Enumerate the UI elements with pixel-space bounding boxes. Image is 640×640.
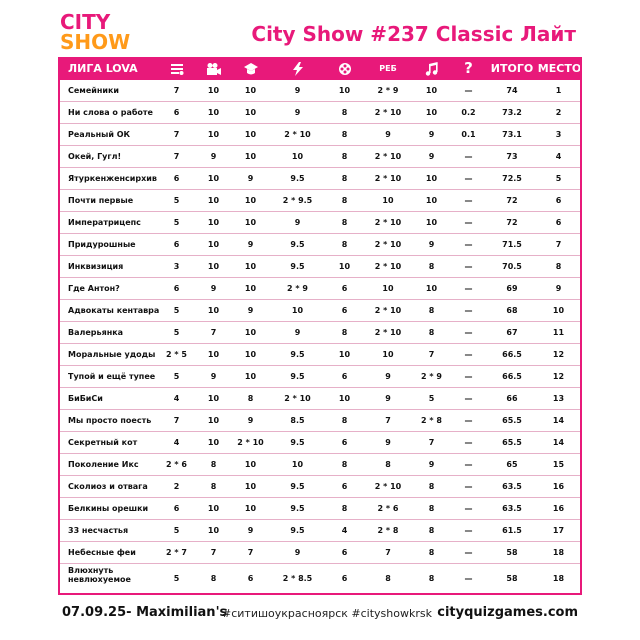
round-score: 10 bbox=[207, 108, 220, 117]
table-row bbox=[60, 454, 580, 476]
round-score: 10 bbox=[244, 372, 257, 381]
round-score: 10 bbox=[207, 86, 220, 95]
round-score: 7 bbox=[385, 548, 391, 557]
place: 6 bbox=[555, 196, 562, 205]
round-score: — bbox=[464, 460, 473, 469]
team-name: Реальный ОК bbox=[68, 130, 131, 139]
round-score: 2 * 9 bbox=[377, 86, 399, 95]
round-score: 10 bbox=[244, 350, 257, 359]
round-score: 10 bbox=[207, 394, 220, 403]
team-name: Императрицепс bbox=[68, 218, 141, 227]
header-total: ИТОГО bbox=[490, 62, 534, 75]
round-score: 8 bbox=[210, 482, 217, 491]
round-score: 5 bbox=[428, 394, 435, 403]
round-score: 7 bbox=[173, 130, 180, 139]
total-score: 69 bbox=[506, 284, 518, 293]
total-score: 66.5 bbox=[502, 350, 522, 359]
place: 17 bbox=[552, 526, 565, 535]
team-name: Моральные удоды bbox=[68, 350, 156, 359]
round-score: 10 bbox=[207, 196, 220, 205]
place: 13 bbox=[552, 394, 565, 403]
table-row bbox=[60, 146, 580, 168]
round-score: 10 bbox=[291, 306, 304, 315]
round-score: 6 bbox=[341, 284, 348, 293]
round-score: 9 bbox=[428, 460, 435, 469]
round-score: 2 * 6 bbox=[377, 504, 399, 513]
round-score: 2 * 6 bbox=[166, 460, 187, 469]
round-score: — bbox=[464, 152, 473, 161]
round-score: 10 bbox=[244, 86, 257, 95]
round-score: 9 bbox=[210, 284, 217, 293]
round-score: 6 bbox=[173, 174, 180, 183]
round-score: 10 bbox=[207, 262, 220, 271]
round-score: 8 bbox=[210, 460, 217, 469]
round-score: — bbox=[464, 196, 473, 205]
footer-website: cityquizgames.com bbox=[437, 605, 578, 620]
place: 16 bbox=[552, 482, 565, 491]
round-score: 9 bbox=[294, 218, 301, 227]
round-score: 10 bbox=[338, 86, 351, 95]
rebus-icon: РЕБ bbox=[379, 64, 397, 73]
round-score: 10 bbox=[207, 130, 220, 139]
round-score: 4 bbox=[173, 394, 180, 403]
round-score: 8 bbox=[341, 416, 348, 425]
place: 10 bbox=[552, 306, 565, 315]
round-score: 9 bbox=[247, 306, 254, 315]
round-score: 10 bbox=[207, 218, 220, 227]
place: 1 bbox=[555, 86, 562, 95]
team-name: Семейники bbox=[68, 86, 120, 95]
round-score: 7 bbox=[210, 328, 217, 337]
round-score: 8 bbox=[428, 504, 435, 513]
team-name: Окей, Гугл! bbox=[68, 152, 122, 161]
round-score: 10 bbox=[425, 86, 438, 95]
round-score: 2 * 10 bbox=[374, 218, 402, 227]
header-league: ЛИГА LOVA bbox=[68, 62, 138, 75]
round-score: 7 bbox=[428, 350, 435, 359]
total-score: 72.5 bbox=[502, 174, 522, 183]
total-score: 68 bbox=[506, 306, 518, 315]
round-score: — bbox=[464, 262, 473, 271]
total-score: 61.5 bbox=[502, 526, 522, 535]
round-score: 5 bbox=[173, 372, 180, 381]
round-score: 6 bbox=[247, 574, 254, 583]
round-score: 9 bbox=[294, 108, 301, 117]
round-score: 8 bbox=[428, 328, 435, 337]
round-score: 5 bbox=[173, 306, 180, 315]
footer-date-venue: 07.09.25- Maximilian's bbox=[62, 605, 228, 620]
round-score: 10 bbox=[338, 350, 351, 359]
round-score: 10 bbox=[291, 460, 304, 469]
round-score: 9.5 bbox=[290, 350, 305, 359]
round-score: — bbox=[464, 438, 473, 447]
round-score: 10 bbox=[382, 284, 394, 293]
total-score: 66.5 bbox=[502, 372, 522, 381]
table-row bbox=[60, 410, 580, 432]
round-score: 9.5 bbox=[290, 174, 305, 183]
team-name: Небесные феи bbox=[68, 548, 136, 557]
round-score: 8 bbox=[385, 574, 391, 583]
round-score: 10 bbox=[425, 174, 438, 183]
round-score: 2 * 8 bbox=[421, 416, 442, 425]
place: 18 bbox=[552, 548, 565, 557]
round-score: 8 bbox=[341, 152, 348, 161]
round-score: 6 bbox=[173, 240, 180, 249]
round-score: — bbox=[464, 372, 473, 381]
round-score: 6 bbox=[341, 482, 348, 491]
round-score: 8 bbox=[341, 504, 348, 513]
round-score: 9 bbox=[428, 130, 435, 139]
round-score: 2 * 10 bbox=[374, 262, 402, 271]
total-score: 72 bbox=[506, 218, 518, 227]
total-score: 72 bbox=[506, 196, 518, 205]
round-score: 8 bbox=[341, 174, 348, 183]
table-row bbox=[60, 190, 580, 212]
round-score: 9 bbox=[428, 240, 435, 249]
total-score: 74 bbox=[506, 86, 518, 95]
total-score: 65.5 bbox=[502, 416, 522, 425]
table-row bbox=[60, 432, 580, 454]
team-name: БиБиСи bbox=[68, 394, 103, 403]
round-score: 9 bbox=[428, 152, 435, 161]
round-score: 7 bbox=[428, 438, 435, 447]
place: 15 bbox=[552, 460, 565, 469]
round-score: 8 bbox=[247, 394, 254, 403]
round-score: — bbox=[464, 394, 473, 403]
round-score: — bbox=[464, 526, 473, 535]
total-score: 67 bbox=[506, 328, 518, 337]
round-score: 4 bbox=[341, 526, 348, 535]
round-score: 10 bbox=[244, 482, 257, 491]
round-score: 9.5 bbox=[290, 372, 305, 381]
table-row bbox=[60, 102, 580, 124]
round-score: 2 * 10 bbox=[374, 240, 402, 249]
place: 12 bbox=[552, 372, 565, 381]
round-score: 8 bbox=[428, 526, 435, 535]
round-score: — bbox=[464, 306, 473, 315]
table-row bbox=[60, 366, 580, 388]
round-score: 8.5 bbox=[290, 416, 305, 425]
round-score: 2 * 9.5 bbox=[282, 196, 313, 205]
round-score: 6 bbox=[341, 306, 348, 315]
round-score: 9 bbox=[247, 416, 254, 425]
round-score: 10 bbox=[425, 284, 438, 293]
round-score: 10 bbox=[244, 218, 257, 227]
header-place: МЕСТО bbox=[537, 62, 582, 75]
round-score: 10 bbox=[244, 284, 257, 293]
table-row bbox=[60, 124, 580, 146]
round-score: 8 bbox=[341, 460, 348, 469]
round-score: 10 bbox=[425, 108, 438, 117]
round-score: 8 bbox=[210, 574, 217, 583]
round-score: 2 * 7 bbox=[166, 548, 187, 557]
total-score: 63.5 bbox=[502, 504, 522, 513]
round-score: 2 * 9 bbox=[421, 372, 442, 381]
round-score: 9.5 bbox=[290, 262, 305, 271]
round-score: — bbox=[464, 328, 473, 337]
round-score: 6 bbox=[341, 548, 348, 557]
round-score: 10 bbox=[207, 174, 220, 183]
team-name: Влюхнуть невлюхуемое bbox=[68, 566, 131, 584]
round-score: 9 bbox=[247, 240, 254, 249]
round-score: 9.5 bbox=[290, 504, 305, 513]
round-score: 5 bbox=[173, 526, 180, 535]
round-score: 9 bbox=[247, 174, 254, 183]
round-score: 5 bbox=[173, 328, 180, 337]
total-score: 71.5 bbox=[502, 240, 522, 249]
round-score: 8 bbox=[341, 218, 348, 227]
footer-hashtags: #ситишоукрасноярск #cityshowkrsk bbox=[222, 607, 432, 620]
total-score: 70.5 bbox=[502, 262, 522, 271]
round-score: 9 bbox=[294, 86, 301, 95]
place: 3 bbox=[555, 130, 562, 139]
round-score: 10 bbox=[244, 196, 257, 205]
round-score: 10 bbox=[425, 196, 438, 205]
round-score: 2 * 10 bbox=[374, 152, 402, 161]
round-score: 8 bbox=[428, 262, 435, 271]
round-score: — bbox=[464, 218, 473, 227]
team-name: Адвокаты кентавра bbox=[68, 306, 160, 315]
round-score: 2 * 5 bbox=[166, 350, 187, 359]
round-score: 9.5 bbox=[290, 526, 305, 535]
logo-line-2: SHOW bbox=[60, 30, 131, 54]
team-name: Поколение Икс bbox=[68, 460, 139, 469]
round-score: — bbox=[464, 350, 473, 359]
round-score: 9 bbox=[294, 548, 301, 557]
round-score: 10 bbox=[207, 526, 220, 535]
table-row bbox=[60, 168, 580, 190]
round-score: 8 bbox=[428, 306, 435, 315]
round-score: 10 bbox=[244, 130, 257, 139]
round-score: 2 * 10 bbox=[374, 108, 402, 117]
round-score: 6 bbox=[341, 438, 348, 447]
round-score: — bbox=[464, 240, 473, 249]
round-score: 6 bbox=[173, 284, 180, 293]
round-score: 10 bbox=[207, 350, 220, 359]
round-score: 0.2 bbox=[461, 108, 476, 117]
team-name: Тупой и ещё тупее bbox=[68, 372, 156, 381]
round-score: 8 bbox=[341, 240, 348, 249]
place: 14 bbox=[552, 438, 565, 447]
round-score: 2 * 10 bbox=[374, 328, 402, 337]
round-score: 8 bbox=[341, 130, 348, 139]
total-score: 73.2 bbox=[502, 108, 522, 117]
round-score: 2 * 10 bbox=[284, 130, 311, 139]
round-score: 8 bbox=[385, 460, 391, 469]
team-name: Секретный кот bbox=[68, 438, 138, 447]
round-score: 8 bbox=[428, 574, 435, 583]
place: 18 bbox=[552, 574, 565, 583]
team-name: Почти первые bbox=[68, 196, 134, 205]
logo-line-1: CITY bbox=[60, 10, 111, 34]
table-row bbox=[60, 278, 580, 300]
total-score: 73.1 bbox=[502, 130, 522, 139]
round-score: 9 bbox=[385, 130, 391, 139]
round-score: 10 bbox=[244, 108, 257, 117]
round-score: 6 bbox=[173, 108, 180, 117]
round-score: 4 bbox=[173, 438, 180, 447]
place: 7 bbox=[555, 240, 562, 249]
round-score: 9 bbox=[210, 152, 217, 161]
table-row bbox=[60, 520, 580, 542]
round-score: 9 bbox=[385, 438, 391, 447]
round-score: 8 bbox=[341, 196, 348, 205]
table-row bbox=[60, 212, 580, 234]
team-name: Белкины орешки bbox=[68, 504, 149, 513]
team-name: Сколиоз и отвага bbox=[68, 482, 148, 491]
total-score: 65 bbox=[506, 460, 518, 469]
team-name: Инквизиция bbox=[68, 262, 124, 271]
round-score: 10 bbox=[338, 262, 351, 271]
table-row bbox=[60, 542, 580, 564]
table-row bbox=[60, 300, 580, 322]
total-score: 66 bbox=[506, 394, 518, 403]
round-score: 9.5 bbox=[290, 482, 305, 491]
round-score: 10 bbox=[244, 328, 257, 337]
round-score: 9 bbox=[210, 372, 217, 381]
table-row bbox=[60, 564, 580, 597]
team-name: Где Антон? bbox=[68, 284, 120, 293]
round-score: 10 bbox=[338, 394, 351, 403]
round-score: — bbox=[464, 504, 473, 513]
round-score: 10 bbox=[244, 262, 257, 271]
round-score: 10 bbox=[207, 240, 220, 249]
round-score: — bbox=[464, 86, 473, 95]
round-score: 7 bbox=[210, 548, 217, 557]
round-score: 10 bbox=[207, 306, 220, 315]
round-score: 10 bbox=[382, 196, 394, 205]
round-score: 6 bbox=[341, 372, 348, 381]
round-score: 7 bbox=[385, 416, 391, 425]
place: 8 bbox=[555, 262, 562, 271]
table-row bbox=[60, 388, 580, 410]
round-score: 8 bbox=[341, 328, 348, 337]
round-score: — bbox=[464, 284, 473, 293]
round-score: 2 * 10 bbox=[374, 482, 402, 491]
round-score: 9 bbox=[247, 526, 254, 535]
round-score: 8 bbox=[428, 548, 435, 557]
round-score: 2 * 10 bbox=[374, 174, 402, 183]
round-score: 2 * 10 bbox=[374, 306, 402, 315]
round-score: 2 * 8.5 bbox=[282, 574, 313, 583]
round-score: 9.5 bbox=[290, 438, 305, 447]
round-score: 7 bbox=[173, 86, 180, 95]
city-show-logo bbox=[60, 8, 140, 56]
place: 12 bbox=[552, 350, 565, 359]
total-score: 58 bbox=[506, 548, 518, 557]
round-score: — bbox=[464, 416, 473, 425]
team-name: Придурошные bbox=[68, 240, 136, 249]
round-score: 2 bbox=[173, 482, 180, 491]
round-score: 6 bbox=[341, 574, 348, 583]
team-name: Мы просто поесть bbox=[68, 416, 152, 425]
round-score: 10 bbox=[244, 152, 257, 161]
place: 5 bbox=[555, 174, 562, 183]
table-row bbox=[60, 322, 580, 344]
round-score: 8 bbox=[341, 108, 348, 117]
round-score: 10 bbox=[382, 350, 394, 359]
round-score: 9 bbox=[385, 394, 391, 403]
round-score: — bbox=[464, 482, 473, 491]
page-title: City Show #237 Classic Лайт bbox=[251, 22, 576, 46]
table-row bbox=[60, 344, 580, 366]
round-score: 2 * 8 bbox=[377, 526, 399, 535]
table-row bbox=[60, 80, 580, 102]
total-score: 58 bbox=[506, 574, 518, 583]
round-score: 6 bbox=[173, 504, 180, 513]
question-mark-icon: ? bbox=[464, 59, 473, 77]
team-name: Валерьянка bbox=[68, 328, 124, 337]
total-score: 73 bbox=[506, 152, 518, 161]
round-score: 5 bbox=[173, 218, 180, 227]
round-score: 9 bbox=[294, 328, 301, 337]
round-score: — bbox=[464, 548, 473, 557]
place: 14 bbox=[552, 416, 565, 425]
round-score: 10 bbox=[291, 152, 304, 161]
place: 16 bbox=[552, 504, 565, 513]
table-row bbox=[60, 476, 580, 498]
round-score: 10 bbox=[244, 504, 257, 513]
round-score: 8 bbox=[428, 482, 435, 491]
place: 6 bbox=[555, 218, 562, 227]
team-name: Ятуркенженсирхив bbox=[68, 174, 157, 183]
round-score: 3 bbox=[173, 262, 180, 271]
team-name: Ни слова о работе bbox=[68, 108, 153, 117]
round-score: 2 * 9 bbox=[287, 284, 308, 293]
table-row bbox=[60, 256, 580, 278]
round-score: 9.5 bbox=[290, 240, 305, 249]
round-score: 10 bbox=[207, 504, 220, 513]
round-score: 7 bbox=[173, 416, 180, 425]
table-row bbox=[60, 234, 580, 256]
round-score: 10 bbox=[244, 460, 257, 469]
round-score: 10 bbox=[207, 416, 220, 425]
round-score: 10 bbox=[425, 218, 438, 227]
round-score: — bbox=[464, 574, 473, 583]
total-score: 65.5 bbox=[502, 438, 522, 447]
place: 2 bbox=[555, 108, 562, 117]
round-score: 5 bbox=[173, 574, 180, 583]
total-score: 63.5 bbox=[502, 482, 522, 491]
round-score: 10 bbox=[207, 438, 220, 447]
team-name: 33 несчастья bbox=[68, 526, 129, 535]
round-score: 0.1 bbox=[461, 130, 476, 139]
round-score: 7 bbox=[247, 548, 254, 557]
round-score: 2 * 10 bbox=[237, 438, 264, 447]
round-score: 7 bbox=[173, 152, 180, 161]
round-score: — bbox=[464, 174, 473, 183]
place: 9 bbox=[555, 284, 562, 293]
round-score: 2 * 10 bbox=[284, 394, 311, 403]
place: 11 bbox=[552, 328, 565, 337]
place: 4 bbox=[555, 152, 562, 161]
table-row bbox=[60, 498, 580, 520]
round-score: 5 bbox=[173, 196, 180, 205]
round-score: 9 bbox=[385, 372, 391, 381]
